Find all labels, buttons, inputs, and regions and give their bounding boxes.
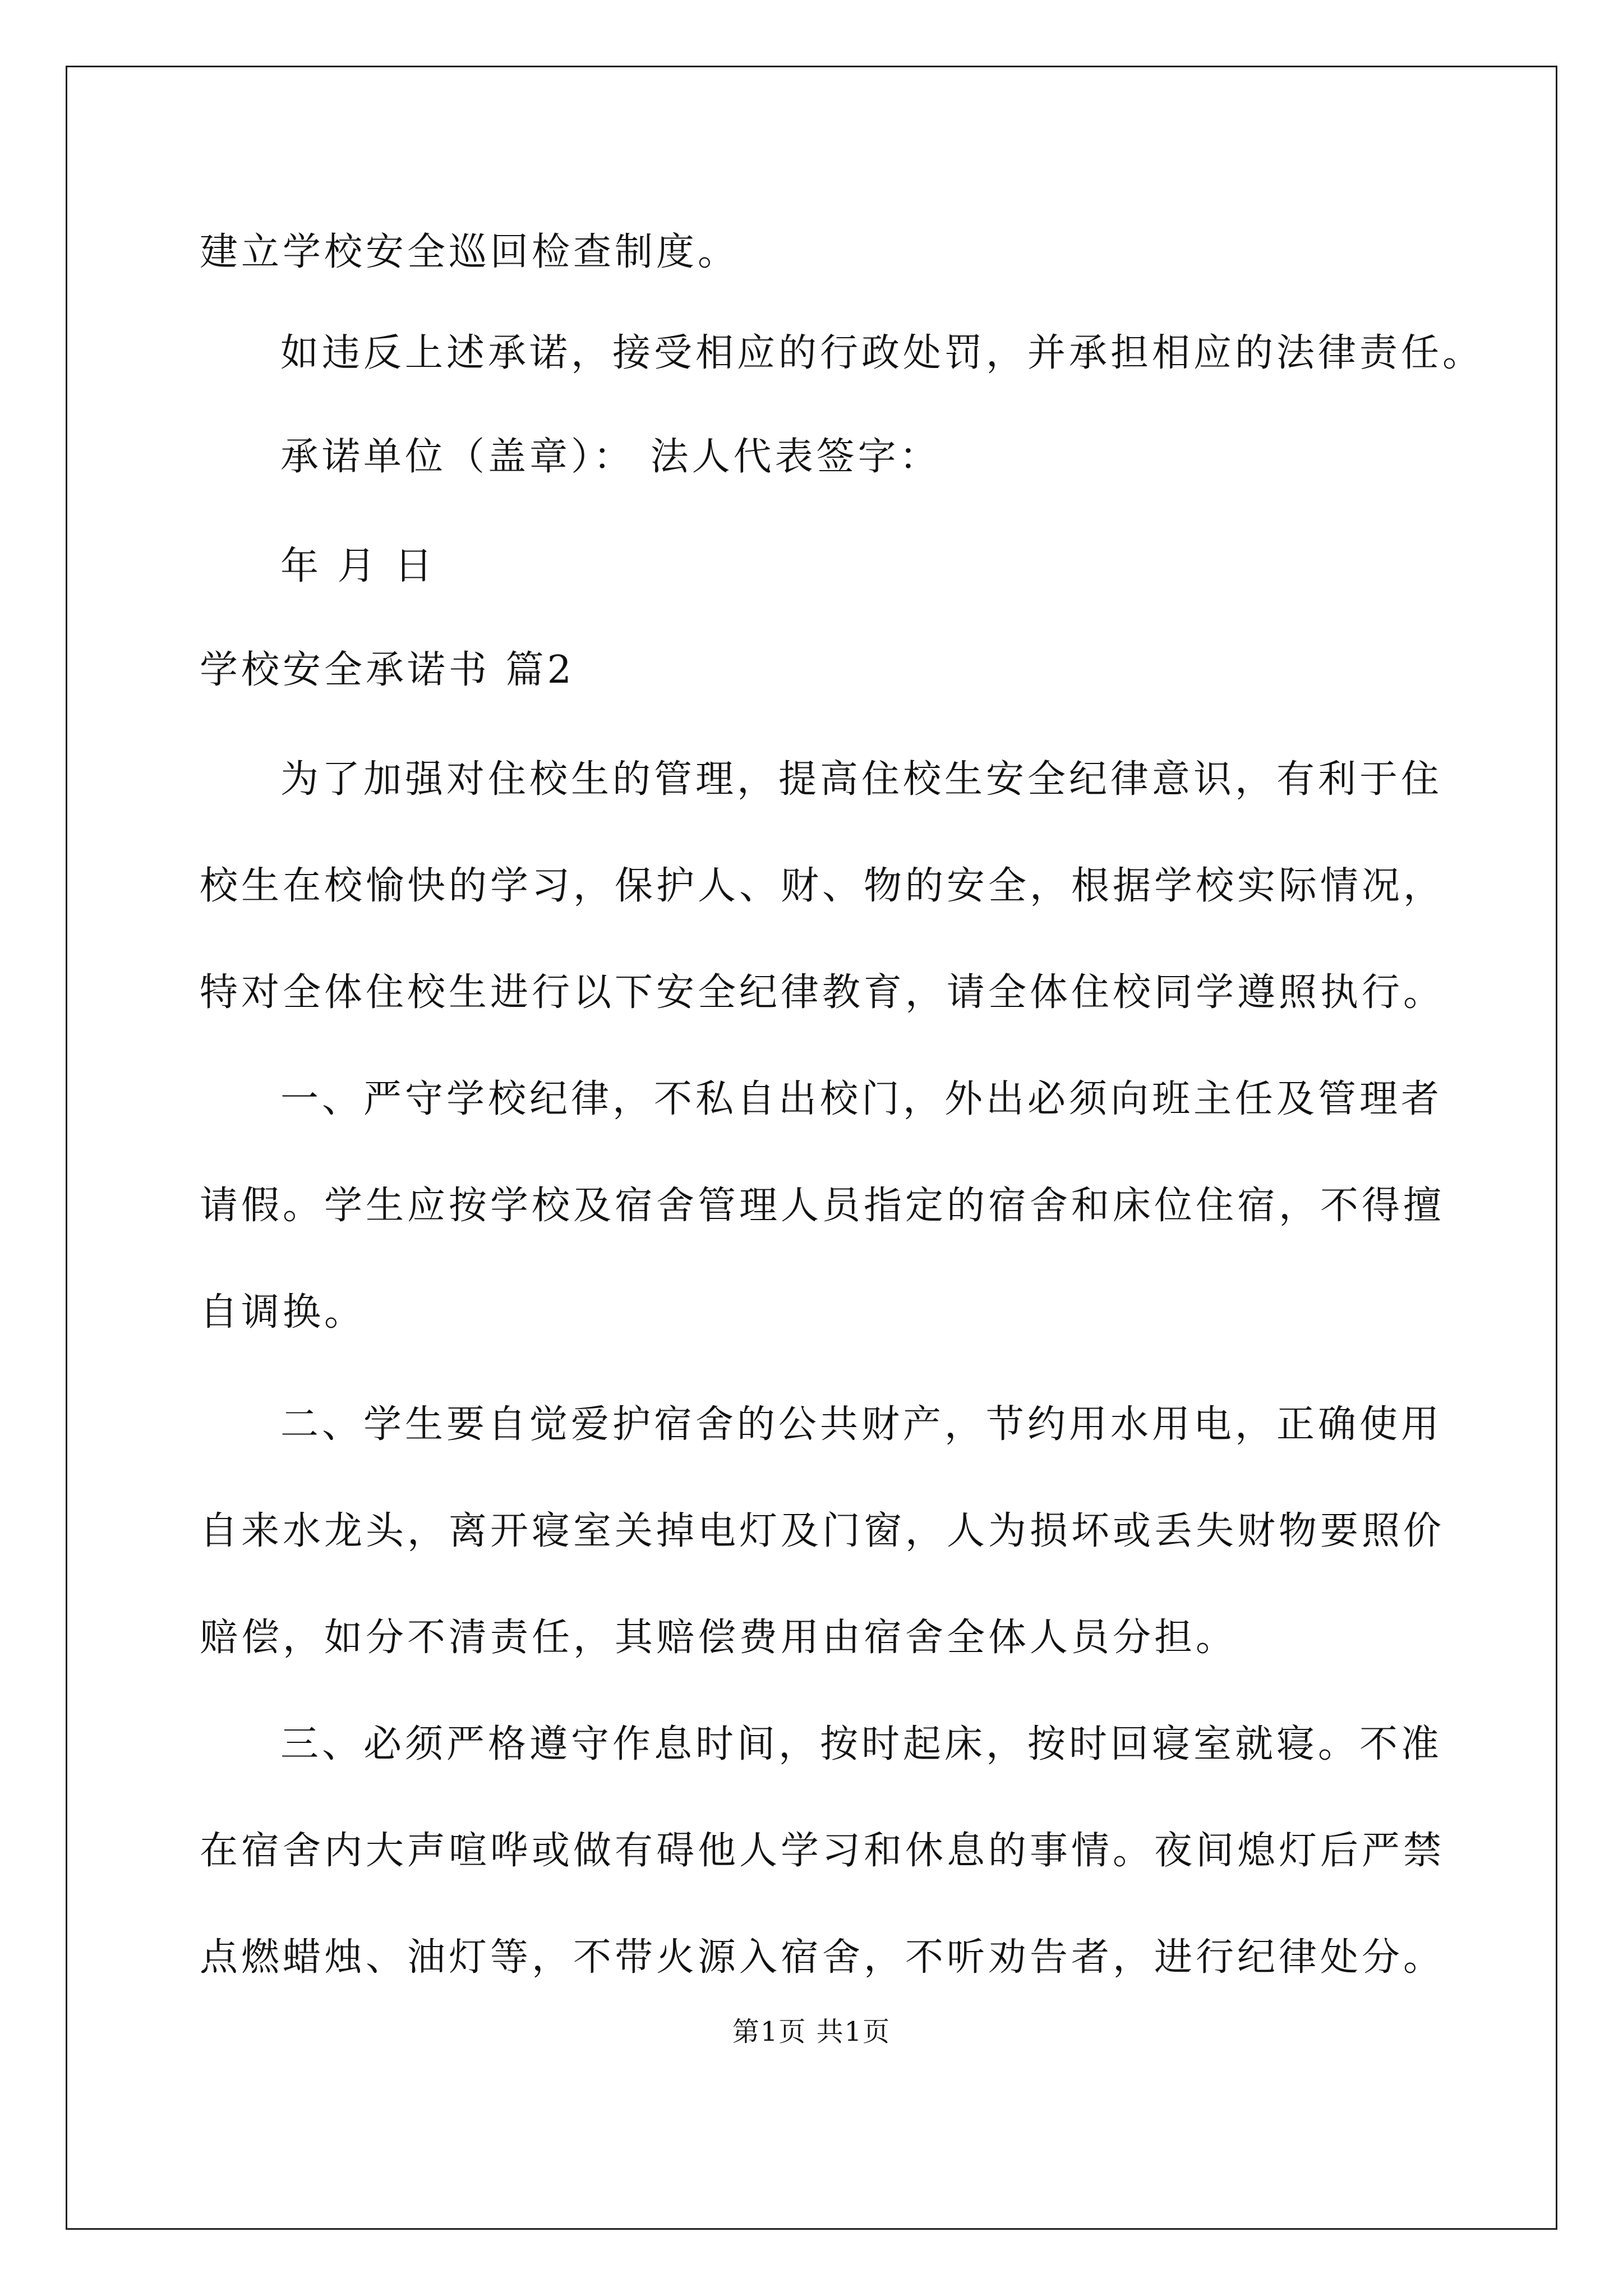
text-line-3: 承诺单位（盖章）： 法人代表签字：	[280, 435, 941, 479]
text-line-14: 赔偿，如分不清责任，其赔偿费用由宿舍全体人员分担。	[200, 1616, 1238, 1660]
text-line-12: 二、学生要自觉爱护宿舍的公共财产，节约用水用电，正确使用	[280, 1402, 1443, 1447]
text-line-9: 一、严守学校纪律，不私自出校门，外出必须向班主任及管理者	[280, 1077, 1443, 1121]
text-line-15: 三、必须严格遵守作息时间，按时起床，按时回寝室就寝。不准	[280, 1722, 1443, 1766]
text-line-4: 年 月 日	[280, 544, 436, 588]
text-line-2: 如违反上述承诺，接受相应的行政处罚，并承担相应的法律责任。	[280, 331, 1484, 375]
text-line-13: 自来水龙头，离开寝室关掉电灯及门窗，人为损坏或丢失财物要照价	[200, 1509, 1445, 1553]
text-line-7: 校生在校愉快的学习，保护人、财、物的安全，根据学校实际情况，	[200, 864, 1445, 908]
text-line-11: 自调换。	[200, 1290, 366, 1335]
section-heading: 学校安全承诺书 篇2	[200, 648, 575, 692]
text-line-17: 点燃蜡烛、油灯等，不带火源入宿舍，不听劝告者，进行纪律处分。	[200, 1935, 1445, 1980]
text-line-10: 请假。学生应按学校及宿舍管理人员指定的宿舍和床位住宿，不得擅	[200, 1184, 1445, 1228]
text-line-1: 建立学校安全巡回检查制度。	[200, 230, 740, 274]
text-line-8: 特对全体住校生进行以下安全纪律教育，请全体住校同学遵照执行。	[200, 970, 1445, 1015]
page-border	[66, 66, 1557, 2230]
page-footer: 第1页 共1页	[732, 2016, 891, 2047]
text-line-6: 为了加强对住校生的管理，提高住校生安全纪律意识，有利于住	[280, 757, 1443, 802]
text-line-16: 在宿舍内大声喧哗或做有碍他人学习和休息的事情。夜间熄灯后严禁	[200, 1829, 1445, 1873]
